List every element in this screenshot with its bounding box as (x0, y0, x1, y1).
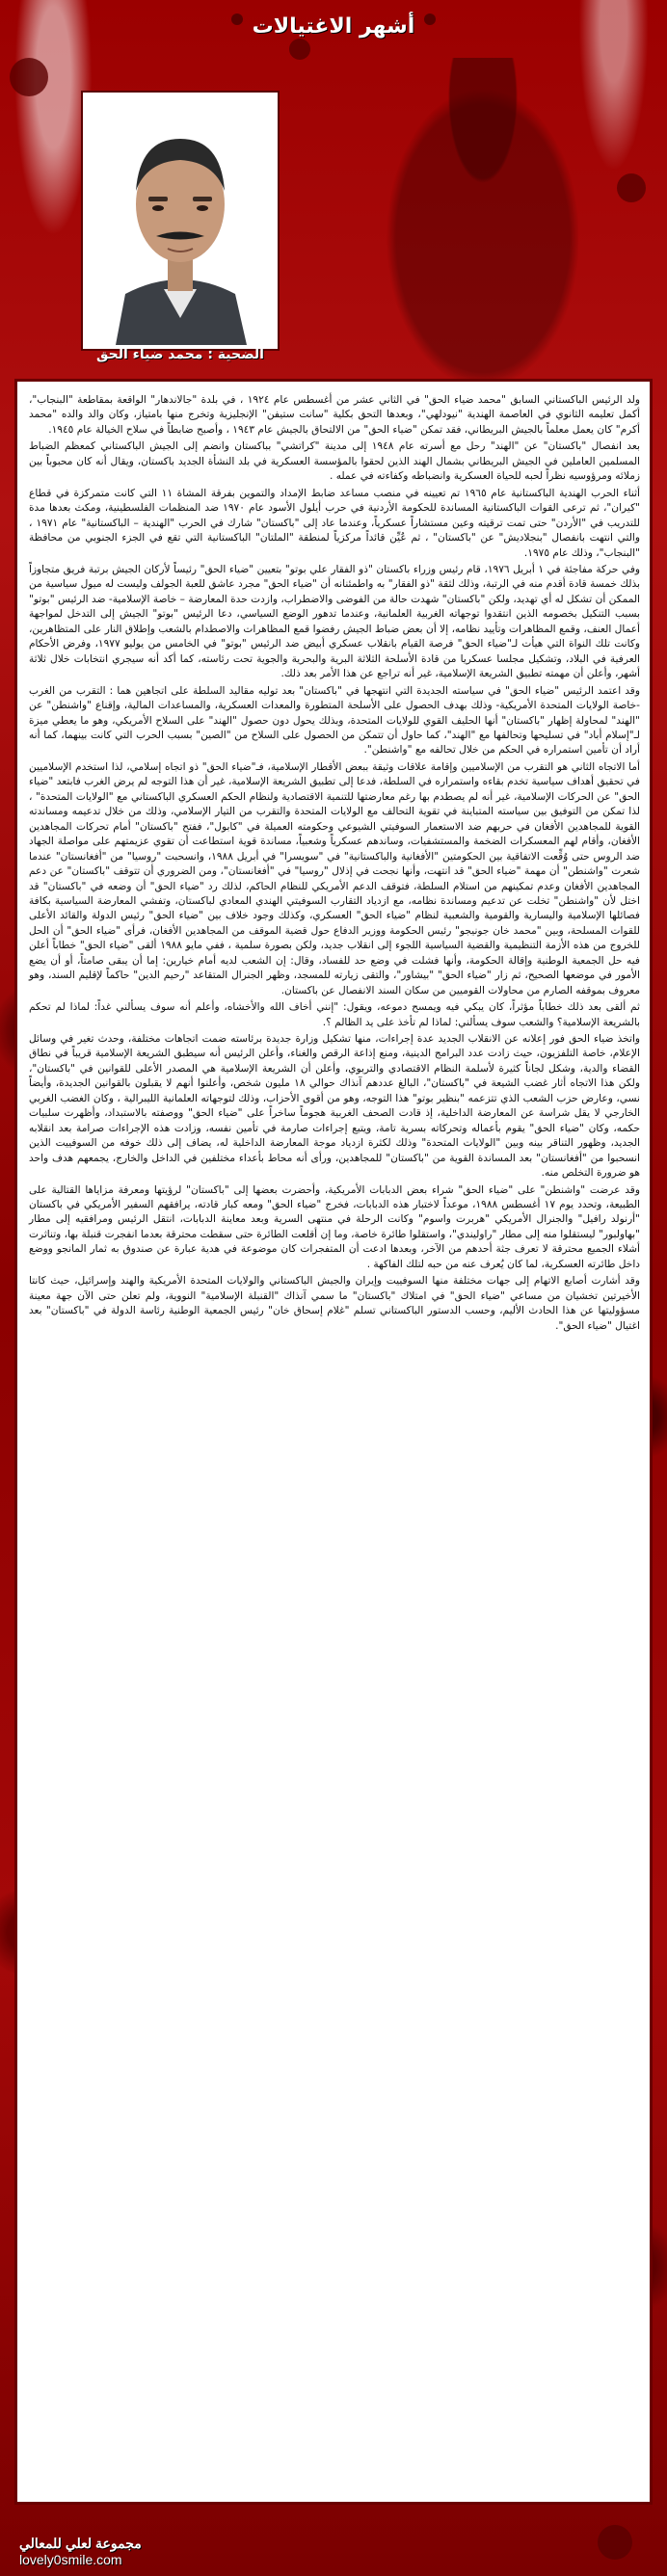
article-paragraph: ثم ألقى بعد ذلك خطاباً مؤثراً، كان يبكي فيه ويمسح دموعه، ويقول: "إنني أخاف الله والأخشاه، وأعلم أنه سوف يسألني غداً: لماذا لم تحكم بالشريعة الإسلامية؟ والشعب سوف يسألني: لماذا لم تأخذ على يد الظالم ؟. (29, 1001, 640, 1028)
article-paragraph: واتخذ ضياء الحق فور إعلانه عن الانقلاب الجديد عدة إجراءات، منها تشكيل وزارة جديدة برئاسته ضمت اتجاهات مختلفة، وحدث تغير في وسائل الإعلام، خاصة التلفزيون، حيث زادت عدد البرامج الدينية، ومنع إذاعة الرقص والغناء، وأعلن الرئيس أنه سيطبق الشريعة الإسلامية قريباً في نطاق القضاء والدية، وشكل لجاناً كثيرة لأسلمة النظام الاقتصادي والتربوي، وأعلن أن الشريعة الإسلامية هي المصدر الأعلى للقوانين في "باكستان"، ولكن هذا الاتجاه أثار غضب الشيعة في "باكستان"، البالغ عددهم آنذاك حوالي ١٨ مليون شخص، وأعلنوا أنهم لا يقبلون بالقوانين الجديدة، وأيضاً نسي، وعارض حزب الشعب الذي تتزعمه "بنظير بوتو" هذا التوجه، وهو من أقوى الأحزاب، وذلك لتوجهاته العلمانية الليبرالية ، وكان الغضب الغربي الخارجي لا يقل شراسة عن المعارضة الداخلية، إذ قادت الصحف الغربية هجوماً ساخراً على "ضياء الحق" ووصفته بالاستبداد، وأظهرت سلبيات حكمه، وكان "ضياء الحق" يقوم بأعماله وتحركاته بسرية تامة، ويتبع إجراءات صارمة في تأمين نفسه، وزادت هذه الإجراءات صرامة بعد انقلابه الجديد، وظهور التناقر بينه وبين "الولايات المتحدة" وذلك لكثرة ازدياد موجة المعارضة الداخلية له، يضاف إلى ذلك خوفه من السوفييت الذين انسحبوا من "أفغانستان" بعد المساندة القوية من "باكستان" للمجاهدين، ورأى أنه محاط بأعداء مختلفين في الداخل والخارج، يجمعهم هدف واحد هو ضرورة التخلص منه. (29, 1033, 641, 1180)
site-watermark[interactable] (19, 2536, 212, 2568)
article-paragraph: وقد أشارت أصابع الاتهام إلى جهات مختلفة منها السوفييت وإيران والجيش الباكستاني والولايات المتحدة الأمريكية والهند وإسرائيل، حيث كانتا الأخيرتين تخشيان من مساعي "ضياء الحق" في امتلاك "باكستان" ما سمي آنذاك "القنبلة الإسلامية" النووية، ولم تعلن حتى الآن جهة معينة مسؤوليتها عن هذا الحادث الأليم، وحسب الدستور الباكستاني تسلم "غلام إسحاق خان" رئيس الجمعية الوطنية رئاسة الدولة في "باكستان" بعد اغتيال "ضياء الحق". (29, 1275, 640, 1332)
article-paragraph: أثناء الحرب الهندية الباكستانية عام ١٩٦٥ تم تعيينه في منصب مساعد ضابط الإمداد والتموين بفرقة المشاة ١١ التي كانت متمركزة في قطاع "كيران"، ثم ترعى القوات الباكستانية المساندة للحكومة الأردنية في حرب أيلول الأسود عام ١٩٧٠ ضد المنظمات الفلسطينية، ومكث بعدها مدة للتدريب في "الأردن" حتى تمت ترقيته وعين مستشاراً عسكرياً، وعندما عاد إلى "باكستان" شارك في الحرب "الهندية – الباكستانية" عام ١٩٧١ ، والتي انتهت بانفصال "بنجلاديش" عن "باكستان" ، ثم عُيِّن قائداً مركزياً لمنطقة "الملتان" الباكستانية التي تقع في الجزء الجنوبي من محافظة "البنجاب"، وذلك عام ١٩٧٥. (29, 487, 640, 559)
header-banner (0, 0, 667, 405)
article-paragraph: أما الاتجاه الثاني هو التقرب من الإسلاميين وإقامة علاقات وثيقة ببعض الأقطار الإسلامية، فـ"ضياء الحق" ذو اتجاه إسلامي، لذا استخدم الإسلاميين في تحقيق أهداف سياسية تخدم بقاءه واستمراره في السلطة، فدعا إلى تطبيق الشريعة الإسلامية، غير أن هذا التوجه لم يرض الغرب فابتعد "ضياء الحق" عن الحركات الإسلامية، غير أنه لم يصطدم بها رغم معارضتها للتنمية الاقتصادية ولنظام الحكم العسكري الباكستاني مع "الولايات المتحدة" ، لذا تمكن من التوفيق بين سياسته المتباينة في تقوية التحالف مع الولايات المتحدة والتقرب من التيار الإسلامي، وذلك من خلال تدعيمه ومساندته القوية للمجاهدين الأفغان في حربهم ضد الاستعمار السوفيتي الشيوعي وحكومته العميلة في "كابول"، ففتح "باكستان" أمام تحركات المجاهدين الأفغان، وأقام لهم المعسكرات الضخمة والمستشفيات، وساندهم عسكرياً وشعبياً، مساندة قوية استطاعت أن تقوي عزيمتهم على مواصلة الجهاد ضد الروس حتى وُقِّعت الاتفاقية بين الحكومتين "الأفغانية والباكستانية" في "سويسرا" في أبريل ١٩٨٨، وانسحبت "روسيا" من "أفغانستان" عندما شعرت "واشنطن" أن مهمة "ضياء الحق" قد انتهت، وأنها نجحت في إذلال "روسيا" في "أفغانستان"، ومن الضروري أن تتوقف "باكستان" عن دعم المجاهدين الأفغان وعدم تمكينهم من استلام السلطة، فتوقف الدعم الأمريكي للنظام الحاكم، لذلك رد "ضياء الحق" أن وضعه في "باكستان" قد اختل لأن "واشنطن" تخلت عن تدعيم ومساندة نظامه، مع ازدياد التقارب السوفيتي الهندي المعادي لباكستان، وتفشي المعارضة السياسية بكافة فصائلها الإسلامية واليسارية والقومية والشعبية لنظام "ضياء الحق" العسكري، وكذلك وجود خلاف بين "ضياء الحق" رئيس الدولة والقائد الأعلى للقوات المسلحة، وبين "محمد خان جونيجو" رئيس الحكومة ووزير الدفاع حول قضية الموقف من المجاهدين الأفغان، فرأى "ضياء الحق" أن الحل للخروج من هذه الأزمة التنظيمية والقضية السياسية اللجوء إلى انقلاب جديد، ولكن بصورة سلمية ، ففي مايو ١٩٨٨ ألقى "ضياء الحق" خطاباً أعلن فيه حل الجمعية الوطنية وإقالة الحكومة، وأنها فشلت في وضع حد للفساد، وقال: إن الشعب لديه أمام خيارين: إما أن يبقى صامتاً، أو أن يضع الأمور في موضعها الصحيح، ثم زار "ضياء الحق" "بيشاور"، والتقى زيارته للمسجد، وظهر الجنرال المتقاعد "رحيم الدين" حاكماً لإقليم السند، وهو معروف بموقفه الصارم من محاولات القوميين من سكان السند الانفصال عن باكستان. (29, 760, 641, 996)
watermark-url[interactable]: lovely0smile.com (19, 2552, 122, 2567)
watermark-group-name: مجموعة لعلي للمعالي (19, 2536, 142, 2551)
article-paragraph: وقد اعتمد الرئيس "ضياء الحق" في سياسته الجديدة التي انتهجها في "باكستان" بعد توليه مقاليد السلطة على اتجاهين هما : التقرب من الغرب -خاصة الولايات المتحدة الأمريكية- وذلك بهدف الحصول على الأسلحة المتطورة والمعدات العسكرية، والمساعدات المالية، وإقناع "واشنطن" عن "الهند" لمحاولة إظهار "باكستان" أنها الحليف القوي للولايات المتحدة، وبذلك يحول دون حصول "الهند" على السلاح الأمريكي، وهو ما يعطي ميزة لـ"إسلام أباد" في تسليحها وتحالفها مع "الهند"، كما حاول أن تتمكن من الحصول على السلاح من "الصين" بسبب الحرب التي كانت بينهما، كما أنه أراد أن تأمين استمراره في الحكم من خلال تحالفه مع "واشنطن". (29, 684, 640, 757)
article-paragraph: بعد انفصال "باكستان" عن "الهند" رحل مع أسرته عام ١٩٤٨ إلى مدينة "كراتشي" بباكستان وانضم إلى الجيش الباكستاني كمعظم الضباط المسلمين العاملين في الجيش البريطاني بشمال الهند الذين لحقوا بالمؤسسة العسكرية في بلد النشأة الجديد باكستان، ويقال أنه كان محبوباً بين زملائه ومرؤوسيه نظراً لحبه للحياة العسكرية وانضباطه وكفاءته في عمله . (29, 440, 640, 483)
footer (0, 2509, 667, 2576)
page-title: أشهر الاغتيالات (0, 6, 667, 48)
victim-photo (83, 93, 278, 349)
article-body (17, 382, 650, 2502)
assassin-silhouette (366, 58, 578, 385)
article-paragraph: ولد الرئيس الباكستاني السابق "محمد ضياء الحق" في الثاني عشر من أغسطس عام ١٩٢٤ ، في بلدة "جالاندهار" الواقعة بمقاطعة "البنجاب"، أكمل تعليمه الثانوي في العاصمة الهندية "نيودلهي"، وبعدها التحق بكلية "سانت ستيفن" الإنجليزية وتخرج منها بامتياز، وكان والد والده "محمد أكرم" كان يعمل معلماً بالجيش البريطاني، فقد تمكن "ضياء الحق" من الالتحاق بالجيش عام ١٩٤٣ ، وأصبح ضابطاً في سلاح الخيالة عام ١٩٤٥. (29, 394, 641, 436)
portrait-photo-icon (87, 96, 274, 345)
article-paragraph: وقد عرضت "واشنطن" على "ضياء الحق" شراء بعض الدبابات الأمريكية، وأحضرت بعضها إلى "باكستان" لرؤيتها ومعرفة مزاياها القتالية على الطبيعة، وتحدد يوم ١٧ أغسطس ١٩٨٨، موعداً لاختبار هذه الدبابات، فخرج "ضياء الحق" ومعه كبار قادته، يرافقهم السفير الأمريكي في باكستان "أرنولد رافيل" والجنرال الأمريكي "هربرت واسوم" وكانت الرحلة في منتهى السرية وبعد معاينة الدبابات، انتقل الرئيس ومرافقيه إلى مطار "بهاولبور" ليستقلوا منه إلى مطار "راوليندي"، واستقلوا طائرة خاصة، وما إن أقلعت الطائرة حتى سقطت محترقة بعدما انفجرت قنبلة بها، وتناثرت أشلاء الجميع محترقة لا تعرف جثة أحدهم من الآخر، وبعدها ادعت أن المتفجرات كان موضوعة في هدية عبارة عن صندوق به ثمار المانجو ووضع داخل طائرته العسكرية، لما كان يُعرف عنه من حبه لتلك الفاكهة . (29, 1183, 640, 1270)
victim-label: الضحية : محمد ضياء الحق (96, 347, 264, 362)
article-paragraph: وفي حركة مفاجئة في ١ أبريل ١٩٧٦، قام رئيس وزراء باكستان "ذو الفقار علي بوتو" بتعيين "ضياء الحق" رئيساً لأركان الجيش برتبة فريق متجاوزاً بذلك خمسة قادة أقدم منه في الرتبة، وذلك لثقة "ذو الفقار" به واطمئنانه أن "ضياء الحق" مجرد عاشق للعبة الجولف وليست له ميول سياسية من الممكن أن تشكل له أي تهديد، ولكن "باكستان" شهدت حالة من الفوضى والاضطراب، وازدت حدة المعارضة – خاصة الإسلامية- ضد الرئيس "بوتو" بسبب التنكيل بخصومه الذين انتقدوا توجهاته الغربية العلمانية، وعندما تدهور الوضع السياسي، دعا الرئيس "بوتو" الجيش إلى التدخل لمواجهة أعمال العنف، وقمع المظاهرات وتأييد نظامه، إلا أن بعض ضباط الجيش رفضوا قمع المظاهرات والاصطدام بالشعب وإطلاق النار على المتظاهرين، وكانت تلك النواة التي هيأت لـ"ضياء الحق" فرصة القيام بانقلاب عسكري أبيض ضد الرئيس "بوتو" في الخامس من يوليو ١٩٧٧، وفرض الأحكام العرفية في البلاد، وتشكيل مجلسا عسكريا من قادة الأسلحة الثلاثة البرية والبحرية والجوية تحت رئاسته، كما أكد أنه سيجري انتخابات خلال ثلاثة أشهر، وأعلن أن مهمته تطبيق الشريعة الإسلامية، غير أنه تراجع عن هذا الأمر بعد ذلك. (29, 563, 640, 680)
